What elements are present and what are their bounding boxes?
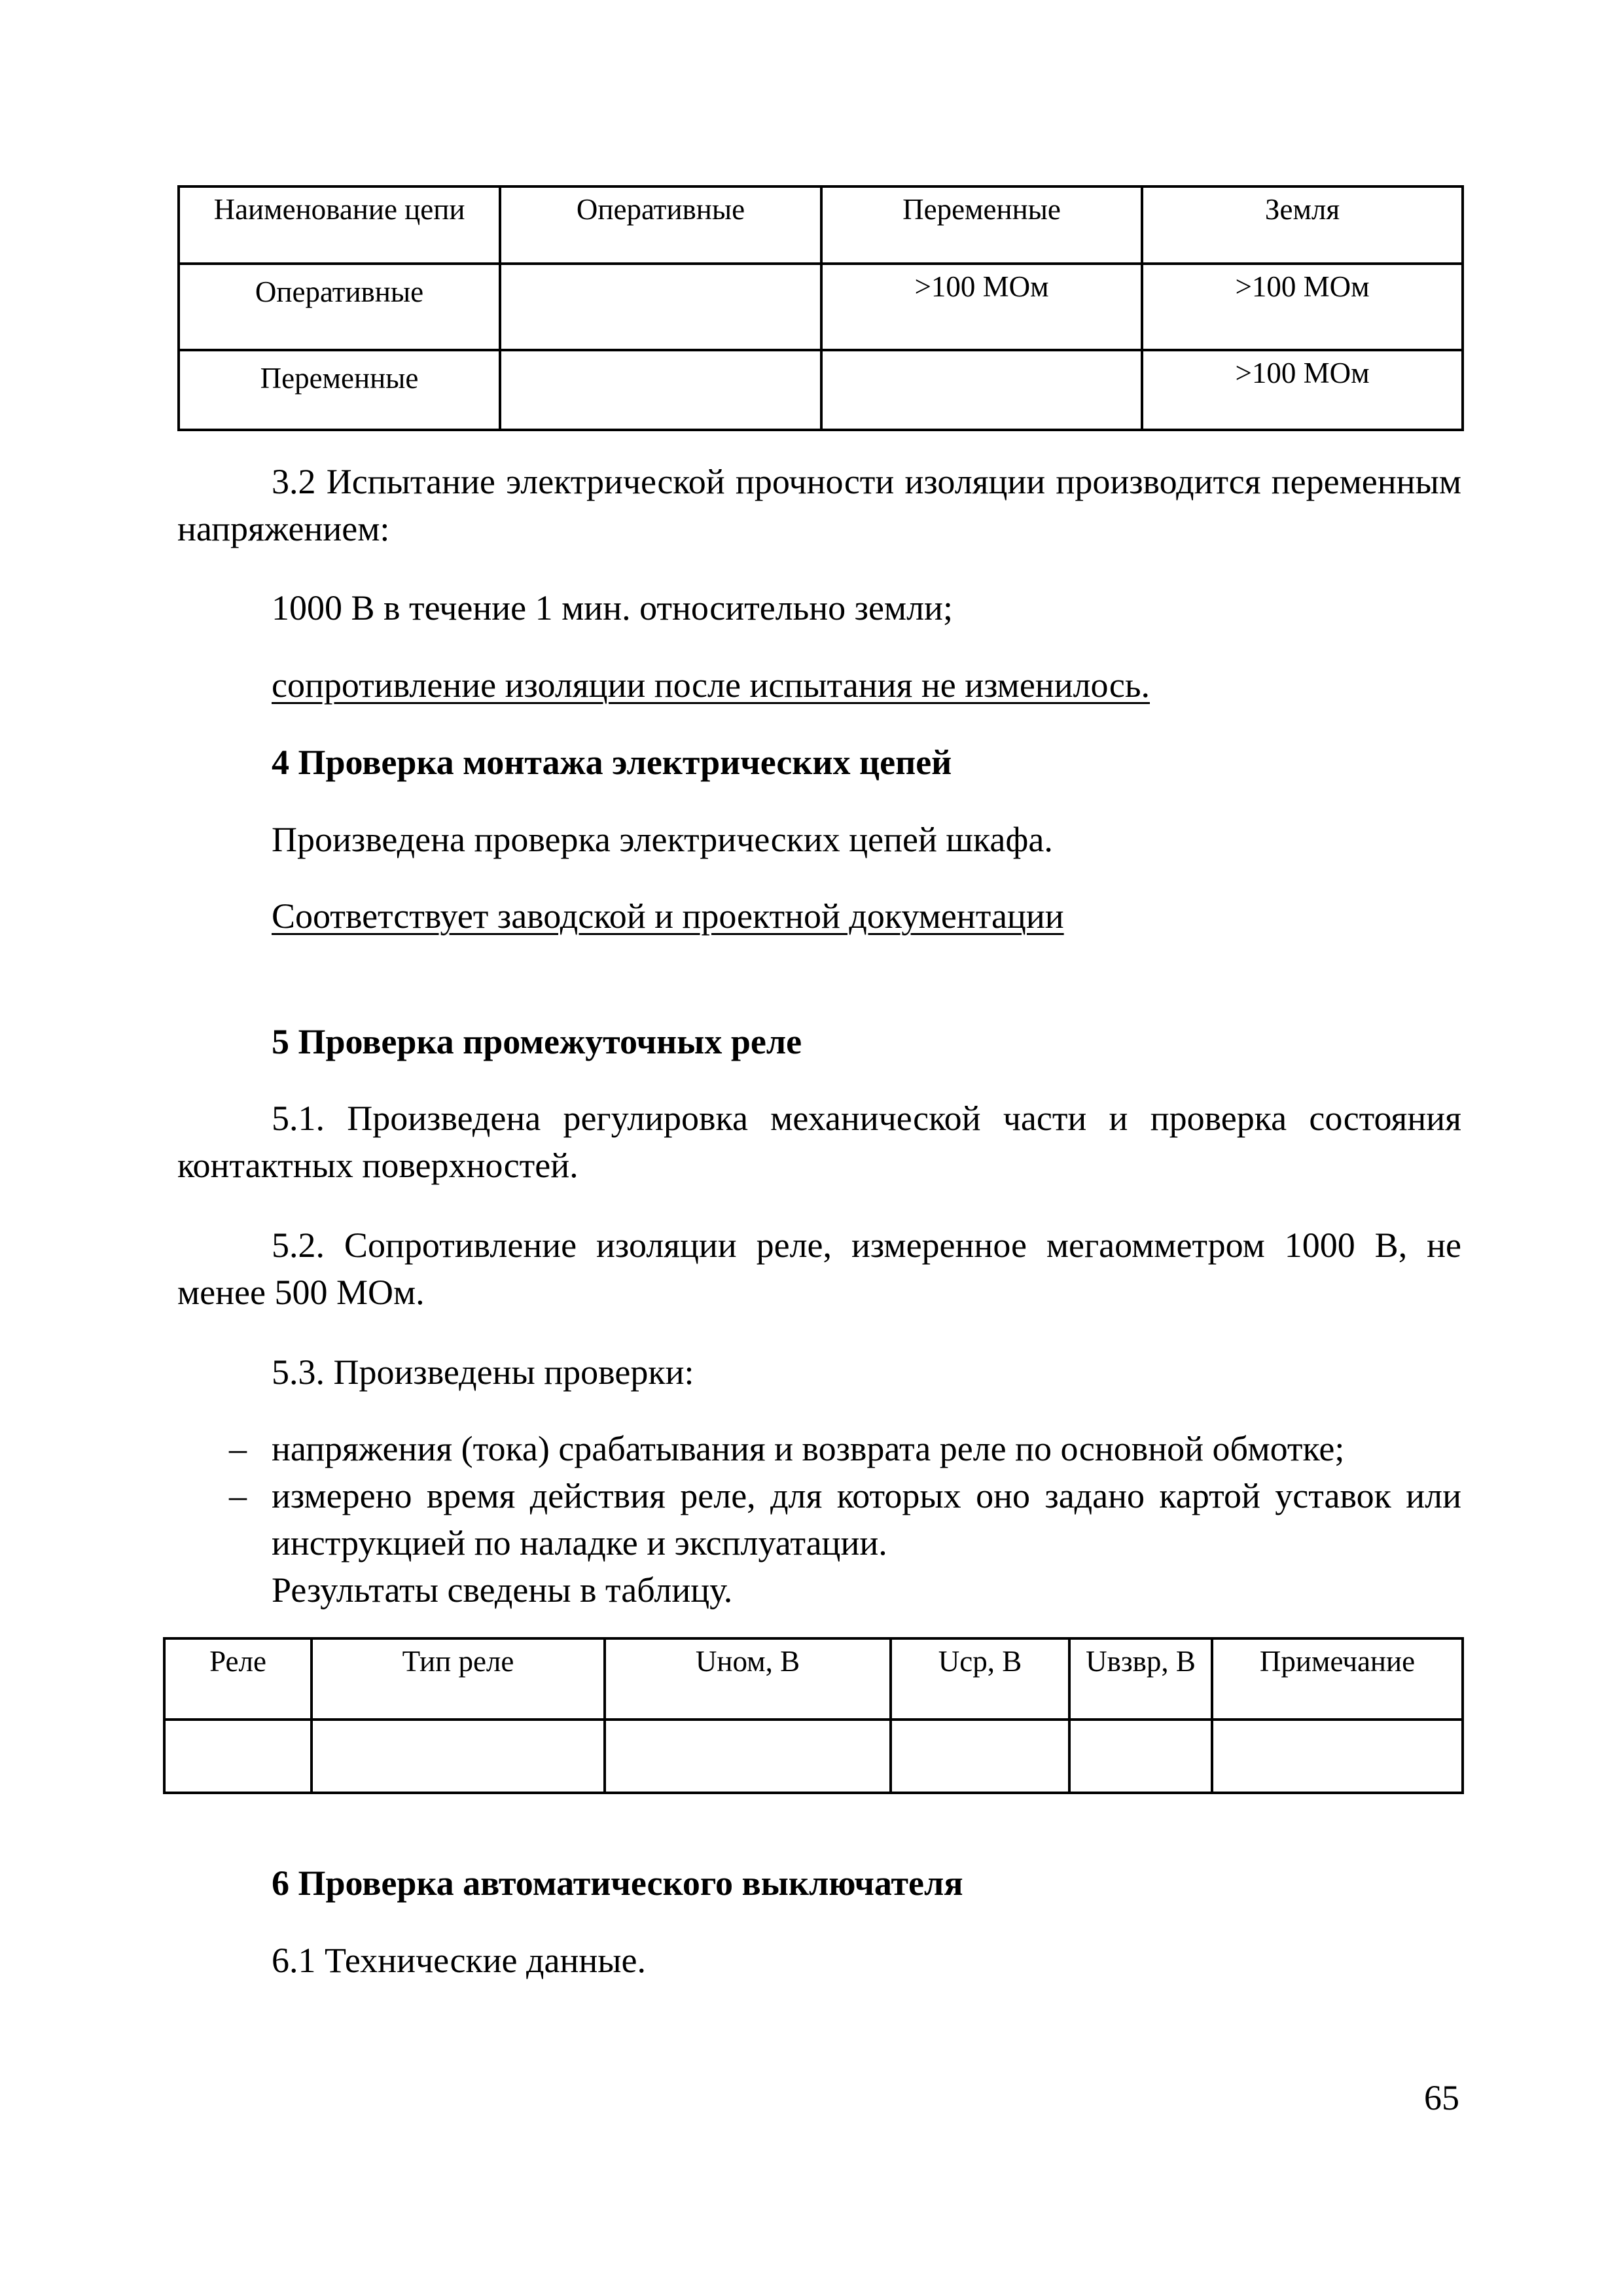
voltage-line: 1000 В в течение 1 мин. относительно земли; [272,588,953,627]
table-cell: >100 МОм [1142,350,1463,430]
table-row [179,350,1463,430]
section-4-text: Произведена проверка электрических цепей шкафа. [272,820,1053,859]
table-cell [1212,1720,1463,1793]
table-cell: Оперативные [179,264,500,350]
table-row [179,264,1463,350]
page-number: 65 [1424,2078,1459,2117]
table-cell [1069,1720,1212,1793]
dash-marker: – [229,1429,247,1468]
results-note: Результаты сведены в таблицу. [272,1570,733,1610]
dash-marker: – [229,1476,247,1515]
table-cell [605,1720,891,1793]
checks-list [229,1425,1461,1566]
list-item [229,1425,1461,1472]
section-6-heading: 6 Проверка автоматического выключателя [272,1863,963,1903]
section-5-heading: 5 Проверка промежуточных реле [272,1022,802,1061]
table-header-row [179,186,1463,264]
insulation-resistance-table [177,185,1464,431]
table-header-cell: Тип реле [312,1638,605,1720]
paragraph-5-1: 5.1. Произведена регулировка механической части и проверка состояния контактных поверхностей. [177,1099,1461,1185]
list-item-text: измерено время действия реле, для которых оно задано картой уставок или инструкцией по наладке и эксплуатации. [272,1476,1461,1563]
paragraph-6-1: 6.1 Технические данные. [272,1941,647,1980]
table-cell: Переменные [179,350,500,430]
table-cell: >100 МОм [1142,264,1463,350]
paragraph-5-2: 5.2. Сопротивление изоляции реле, измеренное мегаомметром 1000 В, не менее 500 МОм. [177,1226,1461,1312]
section-4-result: Соответствует заводской и проектной документации [272,896,1064,936]
table-header-cell: Земля [1142,186,1463,264]
table-cell [500,350,821,430]
table-header-cell: Переменные [821,186,1142,264]
table-header-cell: Наименование цепи [179,186,500,264]
table-header-cell: Uвзвр, В [1069,1638,1212,1720]
table-cell: >100 МОм [821,264,1142,350]
paragraph-3-2: 3.2 Испытание электрической прочности изоляции производится переменным напряжением: [177,462,1461,548]
table-header-cell: Оперативные [500,186,821,264]
list-item [229,1472,1461,1566]
table-cell [164,1720,312,1793]
table-header-cell: Uср, В [891,1638,1069,1720]
table-cell [500,264,821,350]
paragraph-5-3: 5.3. Произведены проверки: [272,1352,694,1392]
table-header-cell: Реле [164,1638,312,1720]
table-header-row [164,1638,1463,1720]
table-header-cell: Uном, В [605,1638,891,1720]
table-cell [312,1720,605,1793]
table-header-cell: Примечание [1212,1638,1463,1720]
insulation-result-line: сопротивление изоляции после испытания не изменилось. [272,665,1150,705]
list-item-text: напряжения (тока) срабатывания и возврата реле по основной обмотке; [272,1429,1345,1468]
relay-results-table [163,1637,1464,1794]
section-4-heading: 4 Проверка монтажа электрических цепей [272,743,952,782]
table-cell [821,350,1142,430]
table-cell [891,1720,1069,1793]
table-row [164,1720,1463,1793]
